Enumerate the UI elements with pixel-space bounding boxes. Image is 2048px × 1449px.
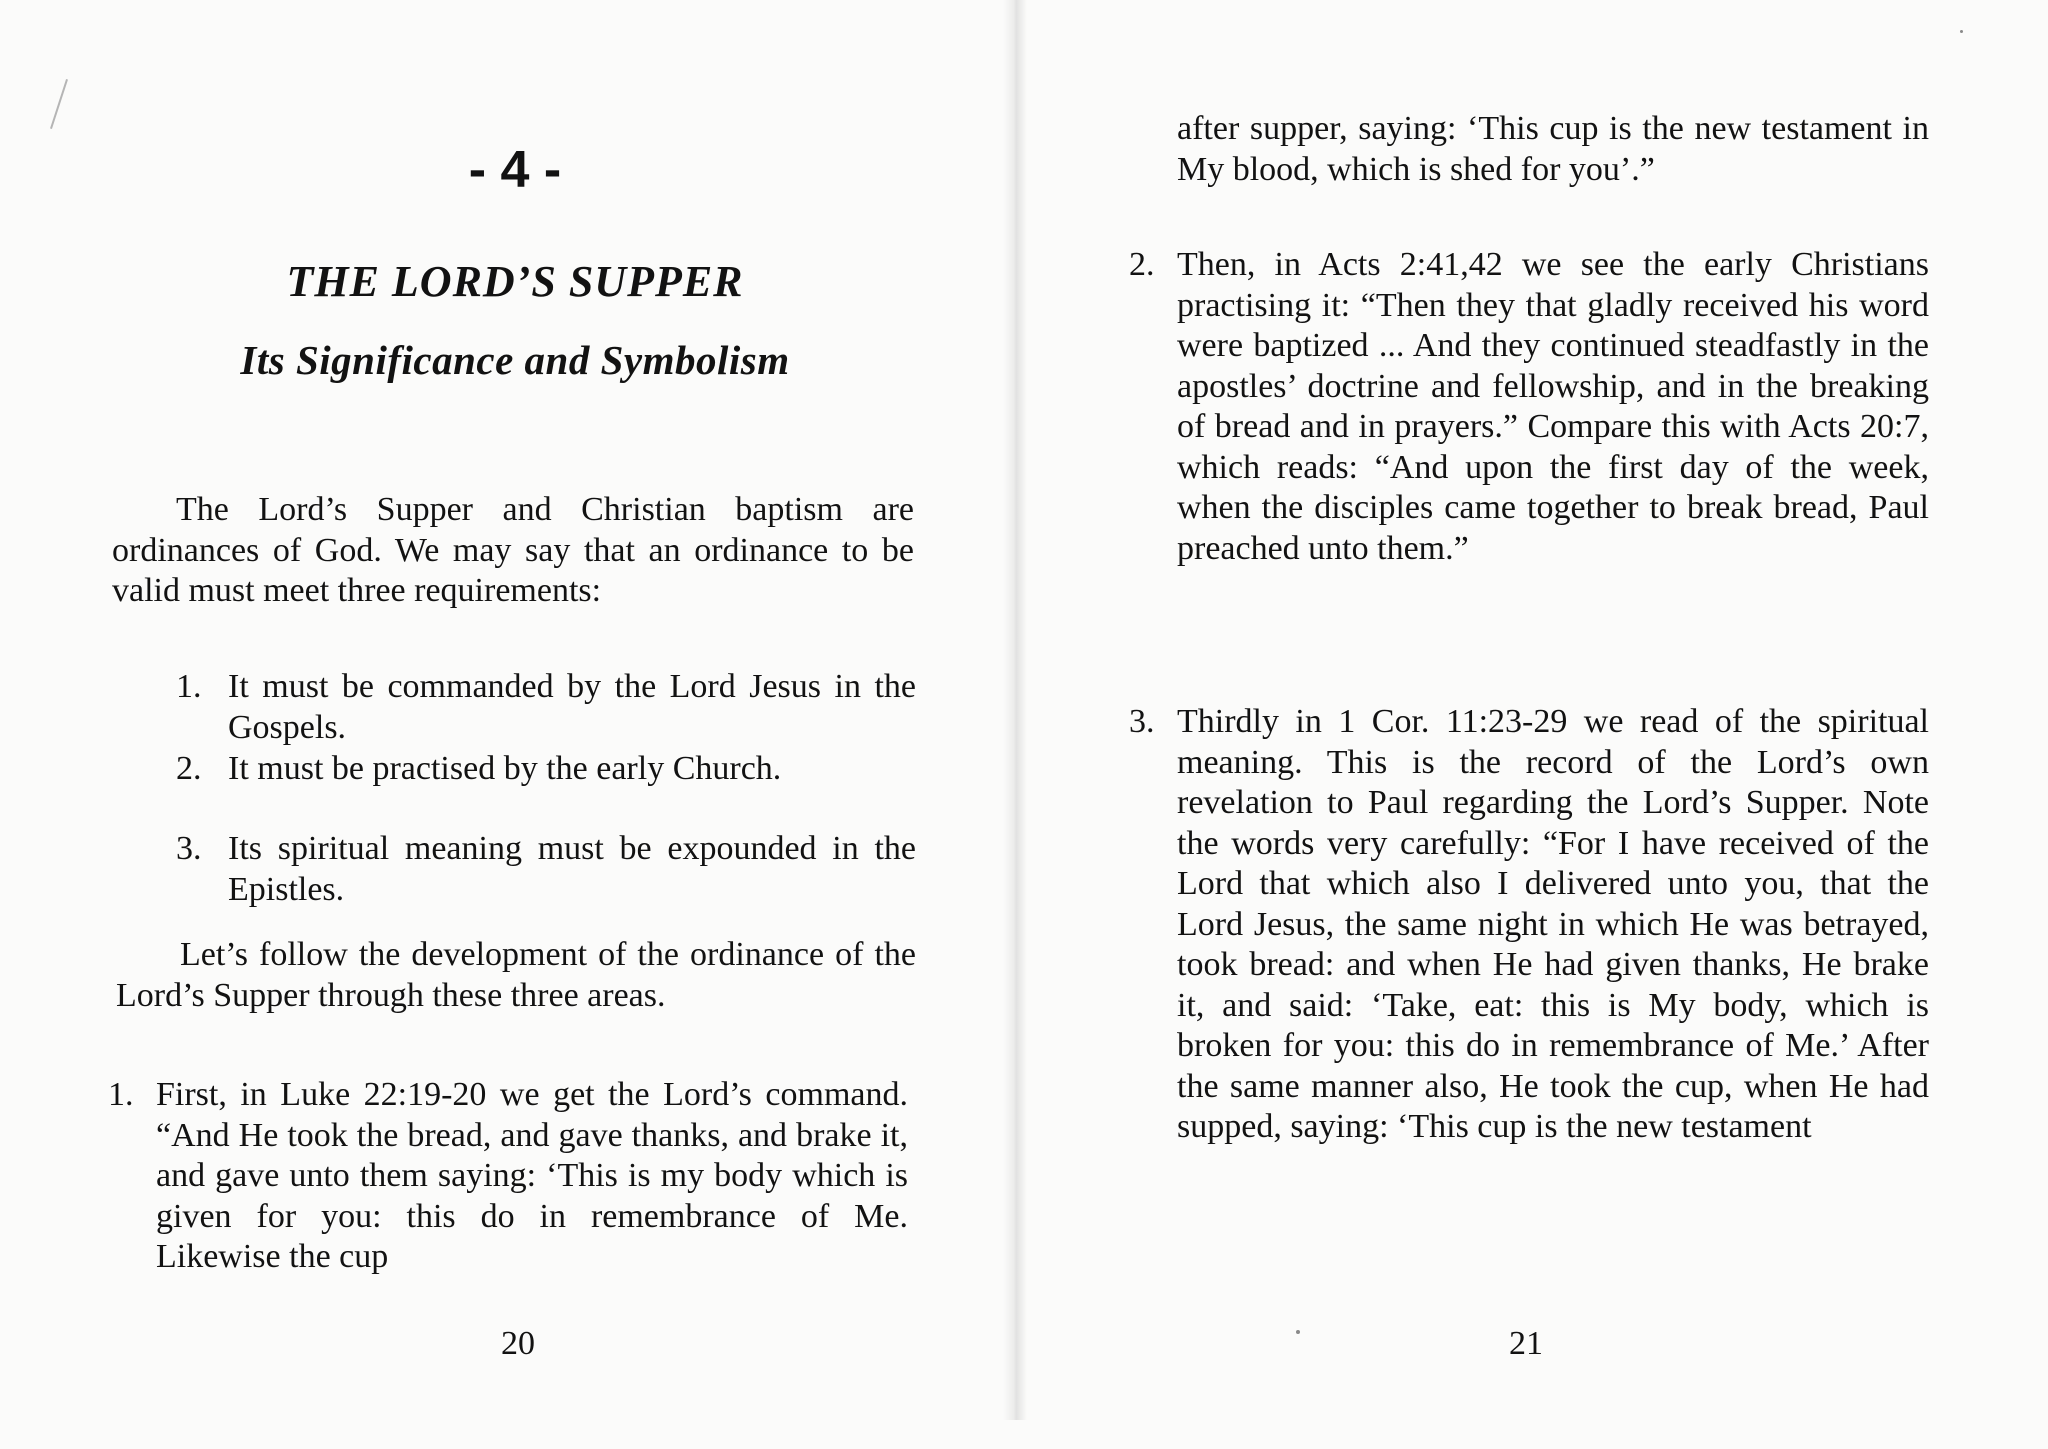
requirement-number: 2. xyxy=(176,750,202,787)
point-text: First, in Luke 22:19-20 we get the Lord’s command. “And He took the bread, and gave thanks, and brake it, and gave unto them saying: ‘This is my body which is given for you: this do in remembrance of Me. Likewise the cup xyxy=(156,1076,908,1275)
requirement-text: Its spiritual meaning must be expounded in the Epistles. xyxy=(228,830,916,908)
numbered-point xyxy=(108,1075,908,1278)
paper-speck xyxy=(1960,30,1963,33)
page-number: 20 xyxy=(501,1325,535,1362)
paper-speck xyxy=(1296,1330,1300,1334)
requirement-text: It must be practised by the early Church. xyxy=(228,750,782,787)
requirement-text: It must be commanded by the Lord Jesus in the Gospels. xyxy=(228,668,916,746)
follow-text: Let’s follow the development of the ordinance of the Lord’s Supper through these three areas. xyxy=(116,936,916,1014)
point-text: Then, in Acts 2:41,42 we see the early Christians practising it: “Then they that gladly received his word were baptized ... And they continued steadfastly in the apostles’ doctrine and fellowship, and in the breaking of bread and in prayers.” Compare this with Acts 20:7, which reads: “And upon the first day of the week, when the disciples came together to break bread, Paul preached unto them.” xyxy=(1177,246,1929,567)
page-number: 21 xyxy=(1509,1325,1543,1362)
continuation-text: after supper, saying: ‘This cup is the new testament in My blood, which is shed for you’.” xyxy=(1177,110,1929,188)
requirement-number: 3. xyxy=(176,830,202,867)
point-number: 1. xyxy=(108,1076,134,1113)
point-number: 3. xyxy=(1129,703,1155,740)
chapter-number: - 4 - xyxy=(468,141,562,199)
left-page xyxy=(0,0,1005,1449)
requirement-item xyxy=(176,667,916,748)
point-number: 2. xyxy=(1129,246,1155,283)
follow-paragraph xyxy=(116,935,916,1016)
requirement-item xyxy=(176,749,916,790)
intro-paragraph xyxy=(112,490,914,612)
intro-text: The Lord’s Supper and Christian baptism are ordinances of God. We may say that an ordinance to be valid must meet three requirements: xyxy=(112,491,914,609)
numbered-point xyxy=(1129,245,1929,569)
chapter-subtitle: Its Significance and Symbolism xyxy=(240,337,790,383)
numbered-point xyxy=(1129,702,1929,1148)
book-gutter xyxy=(1003,0,1027,1420)
point-text: Thirdly in 1 Cor. 11:23-29 we read of the spiritual meaning. This is the record of the Lord’s own revelation to Paul regarding the Lord’s Supper. Note the words very carefully: “For I have received of the Lord that which also I delivered unto you, that the Lord Jesus, the same night in which He was betrayed, took bread: and when He had given thanks, He brake it, and said: ‘Take, eat: this is My body, which is broken for you: this do in remembrance of Me.’ After the same manner also, He took the cup, when He had supped, saying: ‘This cup is the new testament xyxy=(1177,703,1929,1145)
requirement-item xyxy=(176,829,916,910)
chapter-title: THE LORD’S SUPPER xyxy=(286,257,744,306)
requirement-number: 1. xyxy=(176,668,202,705)
